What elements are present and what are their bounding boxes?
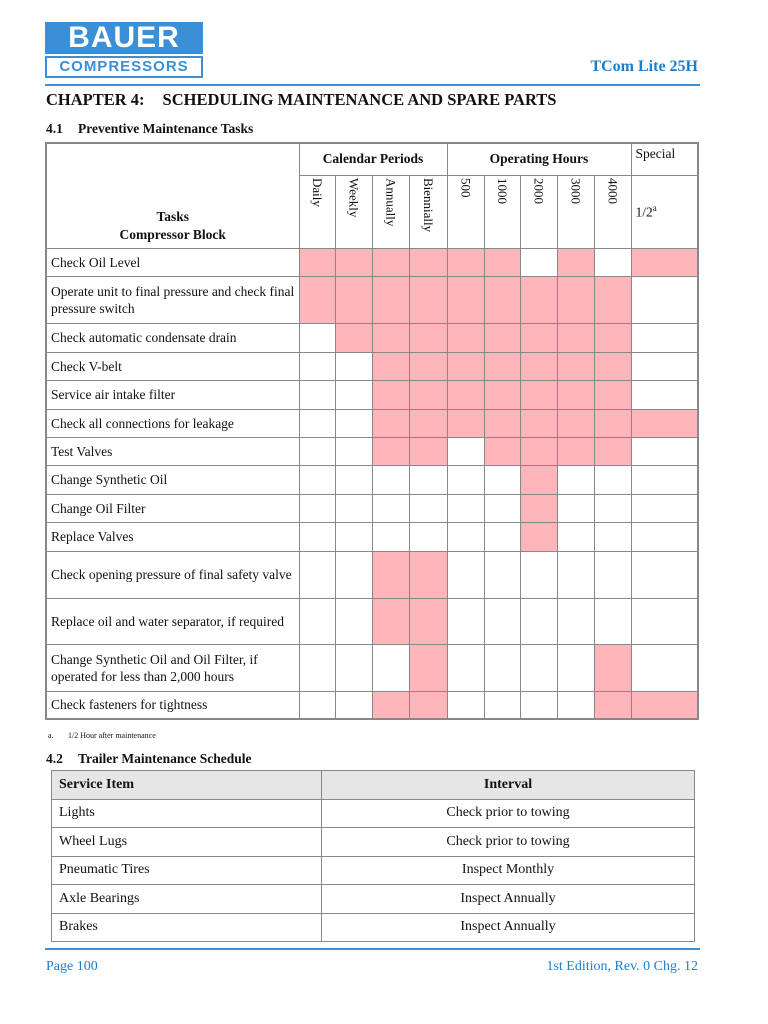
task-cell: Check opening pressure of final safety valve bbox=[46, 551, 299, 598]
special-header: Special bbox=[631, 143, 698, 175]
empty-cell bbox=[335, 437, 372, 465]
empty-cell bbox=[299, 352, 335, 380]
task-cell: Operate unit to final pressure and check final pressure switch bbox=[46, 276, 299, 323]
scheduled-cell bbox=[594, 380, 631, 409]
table-row bbox=[46, 437, 698, 465]
scheduled-cell bbox=[631, 409, 698, 437]
col-header-1000: 1000 bbox=[484, 175, 520, 248]
task-cell: Test Valves bbox=[46, 437, 299, 465]
footnote-mark: a. bbox=[48, 731, 54, 740]
scheduled-cell bbox=[335, 276, 372, 323]
interval-header: Interval bbox=[322, 771, 695, 800]
col-header-4000: 4000 bbox=[594, 175, 631, 248]
empty-cell bbox=[557, 598, 594, 644]
section-heading-trailer bbox=[46, 751, 251, 767]
empty-cell bbox=[557, 465, 594, 494]
scheduled-cell bbox=[409, 598, 447, 644]
task-cell: Service air intake filter bbox=[46, 380, 299, 409]
empty-cell bbox=[335, 551, 372, 598]
scheduled-cell bbox=[447, 352, 484, 380]
empty-cell bbox=[299, 644, 335, 691]
col-header-weekly: Weekly bbox=[335, 175, 372, 248]
scheduled-cell bbox=[372, 352, 409, 380]
empty-cell bbox=[299, 522, 335, 551]
task-cell: Change Synthetic Oil and Oil Filter, if operated for less than 2,000 hours bbox=[46, 644, 299, 691]
empty-cell bbox=[631, 437, 698, 465]
operating-hours-header: Operating Hours bbox=[447, 143, 631, 175]
scheduled-cell bbox=[372, 598, 409, 644]
bauer-logo bbox=[45, 22, 203, 76]
empty-cell bbox=[372, 522, 409, 551]
empty-cell bbox=[557, 522, 594, 551]
empty-cell bbox=[299, 494, 335, 522]
scheduled-cell bbox=[335, 248, 372, 276]
tasks-header-line2: Compressor Block bbox=[119, 226, 226, 242]
empty-cell bbox=[631, 644, 698, 691]
empty-cell bbox=[299, 437, 335, 465]
table-row bbox=[52, 913, 695, 942]
scheduled-cell bbox=[594, 276, 631, 323]
scheduled-cell bbox=[520, 276, 557, 323]
empty-cell bbox=[484, 691, 520, 719]
footer-rule bbox=[45, 948, 700, 950]
empty-cell bbox=[299, 409, 335, 437]
scheduled-cell bbox=[520, 380, 557, 409]
table-row bbox=[46, 644, 698, 691]
task-cell: Check Oil Level bbox=[46, 248, 299, 276]
table-row bbox=[46, 494, 698, 522]
empty-cell bbox=[631, 380, 698, 409]
empty-cell bbox=[594, 598, 631, 644]
empty-cell bbox=[484, 494, 520, 522]
empty-cell bbox=[335, 598, 372, 644]
empty-cell bbox=[409, 465, 447, 494]
scheduled-cell bbox=[557, 276, 594, 323]
empty-cell bbox=[447, 522, 484, 551]
empty-cell bbox=[299, 551, 335, 598]
empty-cell bbox=[520, 551, 557, 598]
task-cell: Check V-belt bbox=[46, 352, 299, 380]
scheduled-cell bbox=[594, 409, 631, 437]
scheduled-cell bbox=[372, 380, 409, 409]
empty-cell bbox=[631, 323, 698, 352]
scheduled-cell bbox=[409, 691, 447, 719]
empty-cell bbox=[484, 522, 520, 551]
scheduled-cell bbox=[557, 437, 594, 465]
scheduled-cell bbox=[409, 276, 447, 323]
empty-cell bbox=[557, 644, 594, 691]
table-row bbox=[46, 598, 698, 644]
scheduled-cell bbox=[372, 691, 409, 719]
empty-cell bbox=[447, 551, 484, 598]
scheduled-cell bbox=[372, 323, 409, 352]
table-row bbox=[46, 276, 698, 323]
task-cell: Check fasteners for tightness bbox=[46, 691, 299, 719]
scheduled-cell bbox=[447, 323, 484, 352]
empty-cell bbox=[557, 494, 594, 522]
table-row bbox=[46, 551, 698, 598]
empty-cell bbox=[594, 248, 631, 276]
table-row bbox=[46, 248, 698, 276]
empty-cell bbox=[335, 644, 372, 691]
scheduled-cell bbox=[557, 352, 594, 380]
empty-cell bbox=[335, 691, 372, 719]
empty-cell bbox=[447, 644, 484, 691]
interval-cell: Check prior to towing bbox=[322, 828, 695, 857]
header-rule bbox=[45, 84, 700, 86]
scheduled-cell bbox=[594, 437, 631, 465]
col-header-500: 500 bbox=[447, 175, 484, 248]
task-cell: Replace oil and water separator, if required bbox=[46, 598, 299, 644]
empty-cell bbox=[631, 276, 698, 323]
scheduled-cell bbox=[520, 409, 557, 437]
scheduled-cell bbox=[447, 276, 484, 323]
empty-cell bbox=[484, 551, 520, 598]
scheduled-cell bbox=[557, 323, 594, 352]
table-row bbox=[46, 323, 698, 352]
table-footnote bbox=[48, 731, 156, 740]
empty-cell bbox=[409, 494, 447, 522]
tasks-header bbox=[46, 143, 299, 248]
empty-cell bbox=[447, 598, 484, 644]
interval-cell: Inspect Annually bbox=[322, 885, 695, 914]
scheduled-cell bbox=[409, 323, 447, 352]
table-row bbox=[46, 409, 698, 437]
section-title: Preventive Maintenance Tasks bbox=[78, 121, 254, 136]
empty-cell bbox=[409, 522, 447, 551]
empty-cell bbox=[557, 551, 594, 598]
scheduled-cell bbox=[557, 248, 594, 276]
task-cell: Change Oil Filter bbox=[46, 494, 299, 522]
scheduled-cell bbox=[520, 465, 557, 494]
task-cell: Check automatic condensate drain bbox=[46, 323, 299, 352]
empty-cell bbox=[631, 551, 698, 598]
scheduled-cell bbox=[409, 409, 447, 437]
col-header-2000: 2000 bbox=[520, 175, 557, 248]
empty-cell bbox=[484, 644, 520, 691]
empty-cell bbox=[447, 494, 484, 522]
col-header-daily: Daily bbox=[299, 175, 335, 248]
empty-cell bbox=[299, 691, 335, 719]
scheduled-cell bbox=[409, 551, 447, 598]
scheduled-cell bbox=[484, 437, 520, 465]
scheduled-cell bbox=[520, 494, 557, 522]
table-row bbox=[46, 380, 698, 409]
empty-cell bbox=[335, 352, 372, 380]
edition-info: 1st Edition, Rev. 0 Chg. 12 bbox=[546, 959, 698, 974]
empty-cell bbox=[520, 248, 557, 276]
empty-cell bbox=[631, 598, 698, 644]
scheduled-cell bbox=[594, 352, 631, 380]
col-header-biennially: Biennially bbox=[409, 175, 447, 248]
scheduled-cell bbox=[520, 352, 557, 380]
logo-wordmark: BAUER bbox=[45, 22, 203, 54]
preventive-maintenance-table bbox=[45, 142, 699, 720]
footnote-text: 1/2 Hour after maintenance bbox=[68, 731, 156, 740]
document-title: TCom Lite 25H bbox=[590, 58, 698, 75]
scheduled-cell bbox=[447, 380, 484, 409]
logo-subtitle: COMPRESSORS bbox=[45, 56, 203, 78]
scheduled-cell bbox=[409, 644, 447, 691]
scheduled-cell bbox=[372, 437, 409, 465]
chapter-heading bbox=[46, 90, 556, 110]
empty-cell bbox=[335, 465, 372, 494]
scheduled-cell bbox=[631, 691, 698, 719]
scheduled-cell bbox=[372, 409, 409, 437]
scheduled-cell bbox=[520, 323, 557, 352]
interval-cell: Inspect Annually bbox=[322, 913, 695, 942]
task-cell: Replace Valves bbox=[46, 522, 299, 551]
empty-cell bbox=[372, 494, 409, 522]
col-header-annually: Annually bbox=[372, 175, 409, 248]
scheduled-cell bbox=[447, 409, 484, 437]
empty-cell bbox=[299, 323, 335, 352]
scheduled-cell bbox=[372, 248, 409, 276]
scheduled-cell bbox=[484, 248, 520, 276]
interval-cell: Inspect Monthly bbox=[322, 856, 695, 885]
empty-cell bbox=[447, 465, 484, 494]
section-title: Trailer Maintenance Schedule bbox=[78, 751, 252, 766]
empty-cell bbox=[520, 691, 557, 719]
empty-cell bbox=[594, 551, 631, 598]
scheduled-cell bbox=[557, 409, 594, 437]
scheduled-cell bbox=[335, 323, 372, 352]
empty-cell bbox=[447, 437, 484, 465]
service-item-cell: Lights bbox=[52, 799, 322, 828]
empty-cell bbox=[631, 352, 698, 380]
section-heading-preventive bbox=[46, 121, 253, 137]
scheduled-cell bbox=[372, 551, 409, 598]
table-row bbox=[46, 352, 698, 380]
scheduled-cell bbox=[631, 248, 698, 276]
empty-cell bbox=[335, 522, 372, 551]
table-row bbox=[52, 885, 695, 914]
calendar-periods-header: Calendar Periods bbox=[299, 143, 447, 175]
table-row bbox=[52, 799, 695, 828]
section-number: 4.2 bbox=[46, 751, 63, 766]
interval-cell: Check prior to towing bbox=[322, 799, 695, 828]
scheduled-cell bbox=[557, 380, 594, 409]
preventive-maintenance-body bbox=[46, 248, 698, 719]
empty-cell bbox=[299, 465, 335, 494]
scheduled-cell bbox=[520, 437, 557, 465]
empty-cell bbox=[631, 465, 698, 494]
scheduled-cell bbox=[447, 248, 484, 276]
table-row bbox=[46, 691, 698, 719]
empty-cell bbox=[484, 465, 520, 494]
page-number: Page 100 bbox=[46, 959, 98, 974]
service-item-cell: Wheel Lugs bbox=[52, 828, 322, 857]
scheduled-cell bbox=[520, 522, 557, 551]
chapter-number: CHAPTER 4: bbox=[46, 90, 145, 109]
service-item-header: Service Item bbox=[52, 771, 322, 800]
section-number: 4.1 bbox=[46, 121, 63, 136]
scheduled-cell bbox=[409, 352, 447, 380]
scheduled-cell bbox=[484, 276, 520, 323]
scheduled-cell bbox=[594, 691, 631, 719]
trailer-maintenance-table bbox=[51, 770, 695, 942]
scheduled-cell bbox=[409, 248, 447, 276]
task-cell: Check all connections for leakage bbox=[46, 409, 299, 437]
empty-cell bbox=[520, 644, 557, 691]
table-row bbox=[52, 828, 695, 857]
empty-cell bbox=[299, 380, 335, 409]
scheduled-cell bbox=[484, 352, 520, 380]
scheduled-cell bbox=[484, 409, 520, 437]
empty-cell bbox=[594, 522, 631, 551]
empty-cell bbox=[299, 598, 335, 644]
task-cell: Change Synthetic Oil bbox=[46, 465, 299, 494]
service-item-cell: Brakes bbox=[52, 913, 322, 942]
empty-cell bbox=[447, 691, 484, 719]
empty-cell bbox=[335, 380, 372, 409]
empty-cell bbox=[372, 644, 409, 691]
empty-cell bbox=[520, 598, 557, 644]
scheduled-cell bbox=[594, 644, 631, 691]
empty-cell bbox=[484, 598, 520, 644]
scheduled-cell bbox=[484, 380, 520, 409]
col-header-3000: 3000 bbox=[557, 175, 594, 248]
scheduled-cell bbox=[299, 248, 335, 276]
scheduled-cell bbox=[409, 380, 447, 409]
empty-cell bbox=[631, 522, 698, 551]
service-item-cell: Pneumatic Tires bbox=[52, 856, 322, 885]
table-row bbox=[46, 522, 698, 551]
table-row bbox=[52, 856, 695, 885]
scheduled-cell bbox=[372, 276, 409, 323]
col-header-special-half-hour: 1/2$^a$ bbox=[631, 175, 698, 248]
scheduled-cell bbox=[409, 437, 447, 465]
chapter-title: SCHEDULING MAINTENANCE AND SPARE PARTS bbox=[162, 90, 557, 109]
empty-cell bbox=[557, 691, 594, 719]
empty-cell bbox=[594, 465, 631, 494]
empty-cell bbox=[631, 494, 698, 522]
table-row bbox=[46, 465, 698, 494]
empty-cell bbox=[594, 494, 631, 522]
scheduled-cell bbox=[594, 323, 631, 352]
empty-cell bbox=[335, 409, 372, 437]
trailer-maintenance-body bbox=[52, 799, 695, 942]
empty-cell bbox=[335, 494, 372, 522]
scheduled-cell bbox=[299, 276, 335, 323]
service-item-cell: Axle Bearings bbox=[52, 885, 322, 914]
empty-cell bbox=[372, 465, 409, 494]
tasks-header-line1: Tasks bbox=[156, 208, 190, 224]
scheduled-cell bbox=[484, 323, 520, 352]
